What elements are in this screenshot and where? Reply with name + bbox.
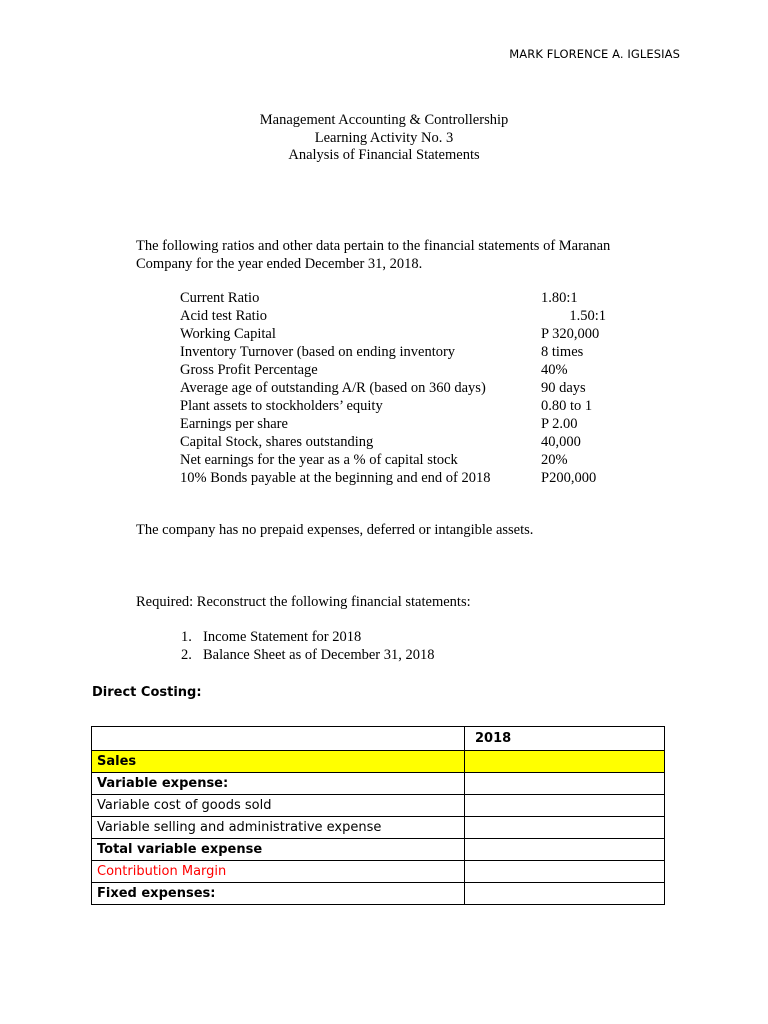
table-row — [92, 839, 665, 861]
intro-paragraph — [136, 237, 636, 273]
table-row — [92, 795, 665, 817]
course-title: Management Accounting & Controllership — [259, 112, 509, 128]
list-number: 2. — [181, 647, 192, 663]
intro-line: The following ratios and other data pertain to the financial statements of Maranan — [136, 238, 611, 254]
ratio-value: 8 times — [541, 344, 584, 360]
row-label: Contribution Margin — [92, 861, 465, 883]
row-value — [465, 817, 665, 839]
ratio-value: P 320,000 — [541, 326, 600, 342]
list-text: Income Statement for 2018 — [203, 629, 362, 645]
required-list — [181, 628, 581, 664]
document-title-block — [0, 112, 768, 165]
table-header-row — [92, 727, 665, 751]
row-label: Variable selling and administrative expense — [92, 817, 465, 839]
ratio-label: Average age of outstanding A/R (based on 360 days) — [180, 380, 486, 396]
table-row — [92, 773, 665, 795]
ratio-label: Gross Profit Percentage — [180, 362, 318, 378]
ratio-label: Net earnings for the year as a % of capital stock — [180, 452, 458, 468]
year-header-cell: 2018 — [465, 727, 665, 751]
activity-subtitle: Analysis of Financial Statements — [288, 147, 480, 163]
ratio-value: 20% — [541, 452, 568, 468]
direct-costing-table — [91, 726, 665, 905]
row-label: Variable cost of goods sold — [92, 795, 465, 817]
ratio-value: P 2.00 — [541, 416, 578, 432]
ratio-value: 40% — [541, 362, 568, 378]
ratio-row — [180, 289, 660, 307]
list-item — [181, 628, 581, 646]
row-label: Variable expense: — [92, 773, 465, 795]
ratio-label: Plant assets to stockholders’ equity — [180, 398, 383, 414]
ratio-label: Earnings per share — [180, 416, 288, 432]
ratio-value: 1.80:1 — [541, 290, 578, 306]
ratio-row — [180, 451, 660, 469]
ratio-value: P200,000 — [541, 470, 597, 486]
table-row — [92, 817, 665, 839]
row-value — [465, 795, 665, 817]
intro-line: Company for the year ended December 31, 2018. — [136, 256, 423, 272]
ratio-label: Acid test Ratio — [180, 308, 267, 324]
ratio-label: Capital Stock, shares outstanding — [180, 434, 374, 450]
ratio-row — [180, 379, 660, 397]
row-value — [465, 883, 665, 905]
ratios-list — [180, 289, 660, 487]
row-label: Fixed expenses: — [92, 883, 465, 905]
ratio-value: 40,000 — [541, 434, 581, 450]
row-value — [465, 861, 665, 883]
ratio-row — [180, 361, 660, 379]
section-heading: Direct Costing: — [92, 685, 202, 700]
ratio-row — [180, 343, 660, 361]
table-row — [92, 861, 665, 883]
table-header-cell — [92, 727, 465, 751]
activity-title: Learning Activity No. 3 — [314, 129, 454, 146]
table-row — [92, 883, 665, 905]
ratio-row — [180, 469, 660, 487]
ratio-label: Current Ratio — [180, 290, 260, 306]
ratio-row — [180, 397, 660, 415]
ratio-value: 0.80 to 1 — [541, 398, 593, 414]
ratio-row — [180, 433, 660, 451]
row-value — [465, 751, 665, 773]
required-instruction: Required: Reconstruct the following financial statements: — [136, 594, 471, 610]
list-text: Balance Sheet as of December 31, 2018 — [203, 647, 435, 663]
ratio-value: 90 days — [541, 380, 586, 396]
ratio-row — [180, 325, 660, 343]
row-label: Total variable expense — [92, 839, 465, 861]
list-item — [181, 646, 581, 664]
ratio-value: 1.50:1 — [569, 308, 606, 324]
note-paragraph: The company has no prepaid expenses, deferred or intangible assets. — [136, 522, 534, 538]
row-value — [465, 839, 665, 861]
ratio-label: Inventory Turnover (based on ending inventory — [180, 344, 456, 360]
row-label: Sales — [92, 751, 465, 773]
ratio-row — [180, 307, 660, 325]
ratio-label: Working Capital — [180, 326, 276, 342]
ratio-row — [180, 415, 660, 433]
ratio-label: 10% Bonds payable at the beginning and end of 2018 — [180, 470, 491, 486]
author-name: MARK FLORENCE A. IGLESIAS — [509, 47, 680, 61]
row-value — [465, 773, 665, 795]
table-row — [92, 751, 665, 773]
list-number: 1. — [181, 629, 192, 645]
